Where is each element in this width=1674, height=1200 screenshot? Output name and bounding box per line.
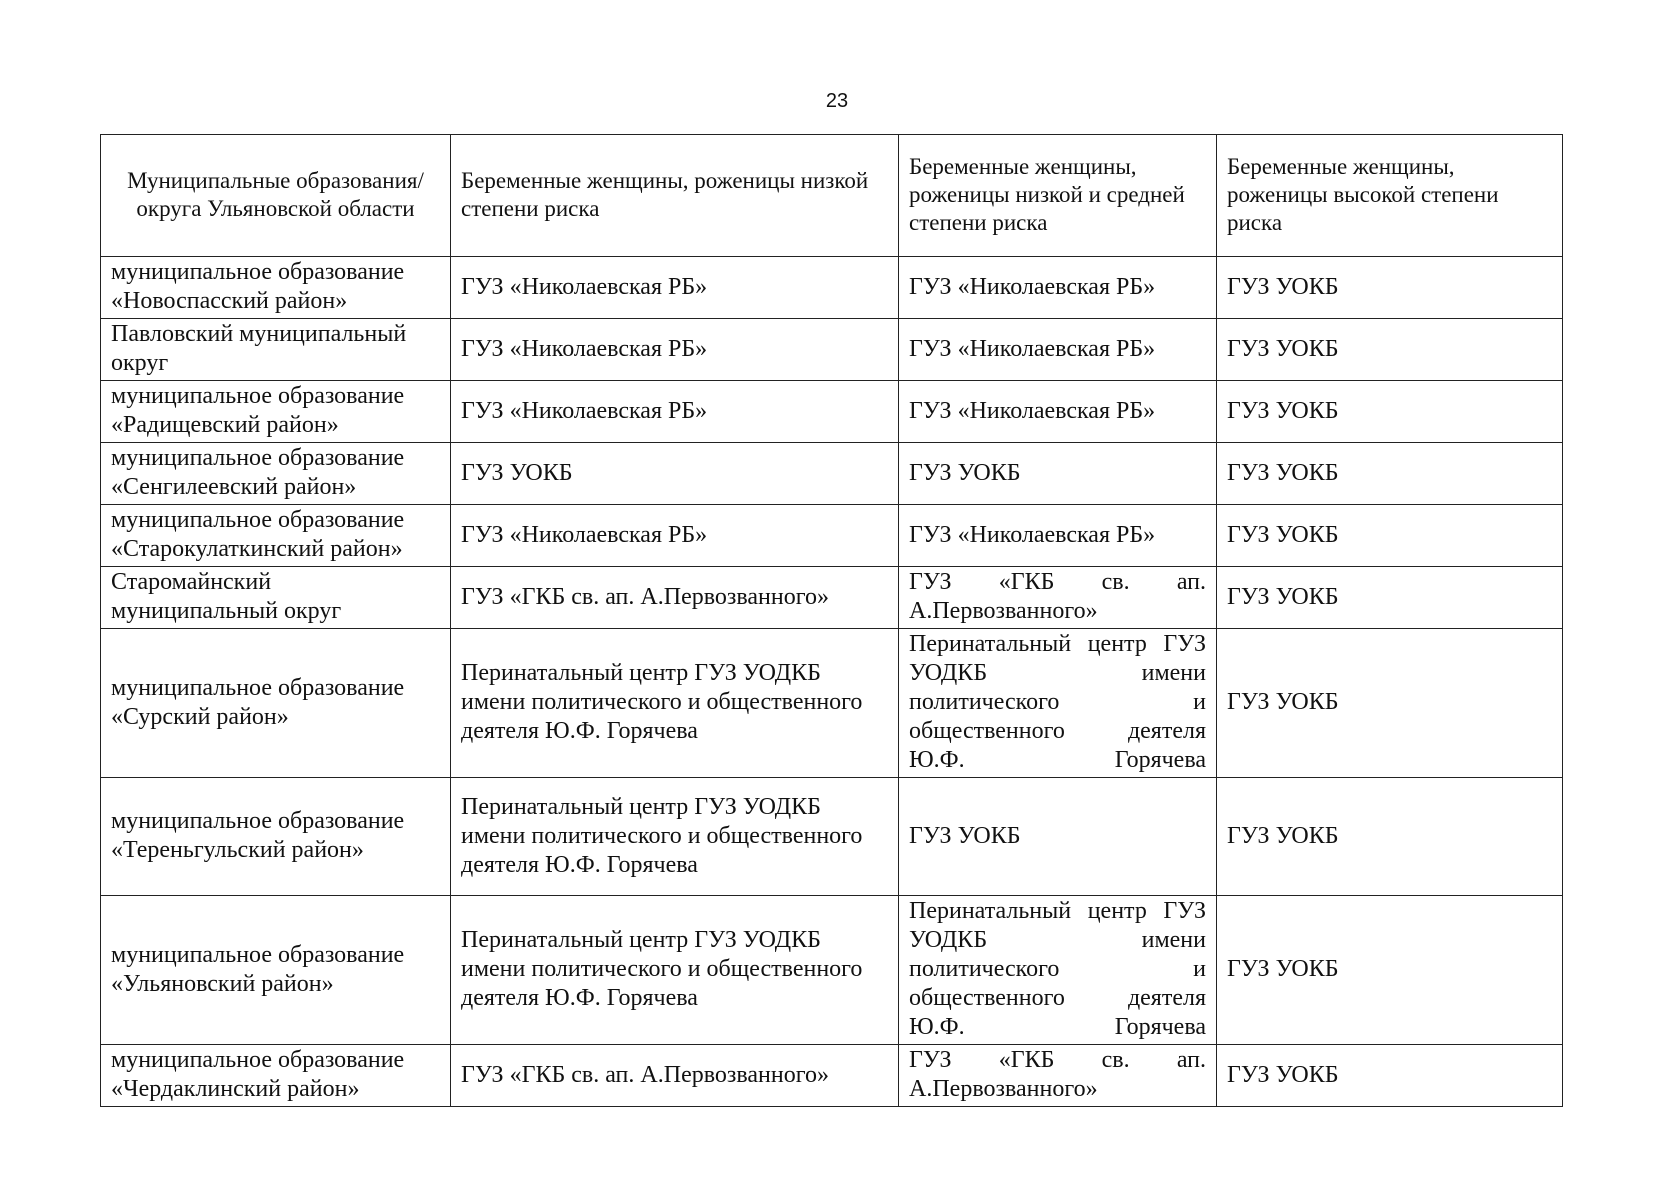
- low-risk-cell: ГУЗ «Николаевская РБ»: [451, 505, 899, 567]
- high-risk-cell: ГУЗ УОКБ: [1217, 896, 1563, 1045]
- page-number: 23: [825, 90, 849, 112]
- low-risk-cell: ГУЗ «ГКБ св. ап. А.Первозванного»: [451, 567, 899, 629]
- table-row: [101, 629, 1563, 778]
- low-risk-cell: Перинатальный центр ГУЗ УОДКБ имени политического и общественного деятеля Ю.Ф. Горячева: [451, 896, 899, 1045]
- table-row: [101, 1045, 1563, 1107]
- mid-risk-cell: ГУЗ «Николаевская РБ»: [899, 319, 1217, 381]
- header-district: Муниципальные образования/округа Ульяновской области: [101, 135, 451, 257]
- high-risk-cell: ГУЗ УОКБ: [1217, 381, 1563, 443]
- low-risk-cell: Перинатальный центр ГУЗ УОДКБ имени политического и общественного деятеля Ю.Ф. Горячева: [451, 778, 899, 896]
- mid-risk-cell: ГУЗ «Николаевская РБ»: [899, 505, 1217, 567]
- low-risk-cell: ГУЗ «Николаевская РБ»: [451, 257, 899, 319]
- table-row: [101, 319, 1563, 381]
- district-cell: муниципальное образование «Чердаклинский район»: [101, 1045, 451, 1107]
- mid-risk-cell: ГУЗ «Николаевская РБ»: [899, 257, 1217, 319]
- high-risk-cell: ГУЗ УОКБ: [1217, 567, 1563, 629]
- table-row: [101, 896, 1563, 1045]
- low-risk-cell: ГУЗ «ГКБ св. ап. А.Первозванного»: [451, 1045, 899, 1107]
- district-cell: Павловский муниципальный округ: [101, 319, 451, 381]
- high-risk-cell: ГУЗ УОКБ: [1217, 778, 1563, 896]
- header-low-mid-risk: Беременные женщины, роженицы низкой и средней степени риска: [899, 135, 1217, 257]
- district-cell: муниципальное образование «Старокулаткинский район»: [101, 505, 451, 567]
- mid-risk-cell: ГУЗ УОКБ: [899, 443, 1217, 505]
- high-risk-cell: ГУЗ УОКБ: [1217, 1045, 1563, 1107]
- table-header-row: [101, 135, 1563, 257]
- mid-risk-cell: ГУЗ «ГКБ св. ап. А.Первозванного»: [899, 567, 1217, 629]
- table-row: [101, 567, 1563, 629]
- high-risk-cell: ГУЗ УОКБ: [1217, 319, 1563, 381]
- table-row: [101, 381, 1563, 443]
- header-low-risk: Беременные женщины, роженицы низкой степени риска: [451, 135, 899, 257]
- mid-risk-cell: Перинатальный центр ГУЗ УОДКБ имени политического и общественного деятеля Ю.Ф. Горячева: [899, 896, 1217, 1045]
- high-risk-cell: ГУЗ УОКБ: [1217, 257, 1563, 319]
- mid-risk-cell: Перинатальный центр ГУЗ УОДКБ имени политического и общественного деятеля Ю.Ф. Горячева: [899, 629, 1217, 778]
- table-row: [101, 505, 1563, 567]
- district-cell: муниципальное образование «Сенгилеевский район»: [101, 443, 451, 505]
- district-cell: муниципальное образование «Радищевский район»: [101, 381, 451, 443]
- table-row: [101, 257, 1563, 319]
- district-cell: муниципальное образование «Ульяновский район»: [101, 896, 451, 1045]
- facility-routing-table: [100, 134, 1563, 1107]
- table-row: [101, 778, 1563, 896]
- mid-risk-cell: ГУЗ «ГКБ св. ап. А.Первозванного»: [899, 1045, 1217, 1107]
- low-risk-cell: ГУЗ УОКБ: [451, 443, 899, 505]
- mid-risk-cell: ГУЗ УОКБ: [899, 778, 1217, 896]
- table-row: [101, 443, 1563, 505]
- low-risk-cell: Перинатальный центр ГУЗ УОДКБ имени политического и общественного деятеля Ю.Ф. Горячева: [451, 629, 899, 778]
- district-cell: муниципальное образование «Новоспасский район»: [101, 257, 451, 319]
- mid-risk-cell: ГУЗ «Николаевская РБ»: [899, 381, 1217, 443]
- district-cell: муниципальное образование «Сурский район»: [101, 629, 451, 778]
- high-risk-cell: ГУЗ УОКБ: [1217, 443, 1563, 505]
- high-risk-cell: ГУЗ УОКБ: [1217, 629, 1563, 778]
- header-high-risk: Беременные женщины, роженицы высокой степени риска: [1217, 135, 1563, 257]
- district-cell: Старомайнский муниципальный округ: [101, 567, 451, 629]
- high-risk-cell: ГУЗ УОКБ: [1217, 505, 1563, 567]
- low-risk-cell: ГУЗ «Николаевская РБ»: [451, 319, 899, 381]
- low-risk-cell: ГУЗ «Николаевская РБ»: [451, 381, 899, 443]
- district-cell: муниципальное образование «Тереньгульский район»: [101, 778, 451, 896]
